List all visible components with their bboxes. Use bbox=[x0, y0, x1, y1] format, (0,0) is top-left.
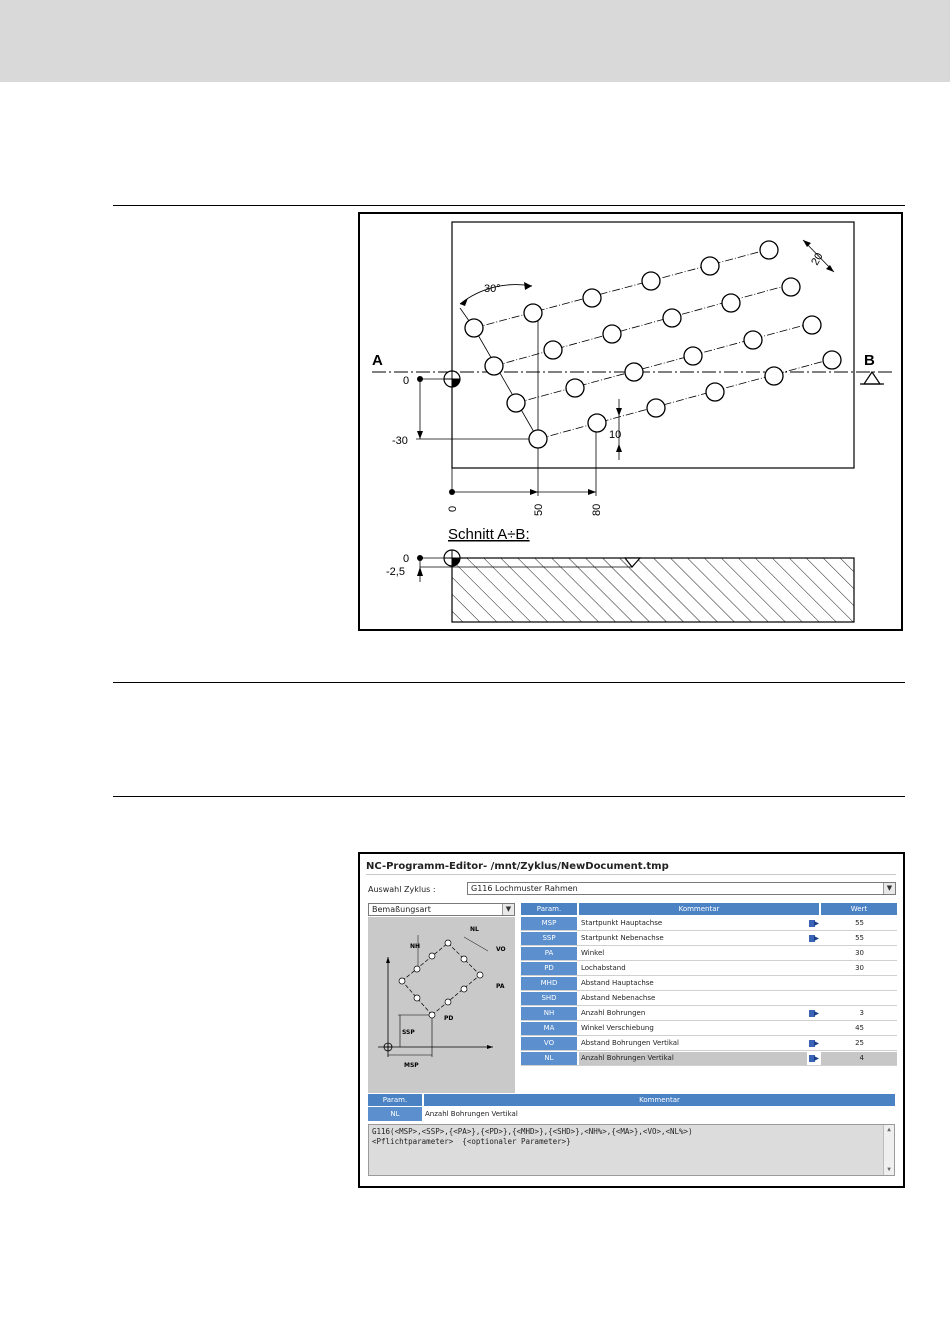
param-code: MSP bbox=[521, 917, 577, 930]
param-comment: Winkel Verschiebung bbox=[581, 1024, 654, 1032]
dim-arrow-x50 bbox=[530, 489, 538, 495]
diagram-row-bottom bbox=[432, 975, 480, 1015]
param-comment: Anzahl Bohrungen bbox=[581, 1009, 646, 1017]
hole bbox=[588, 414, 606, 432]
selected-param-comment: Anzahl Bohrungen Vertikal bbox=[425, 1110, 518, 1118]
section-arrow-b bbox=[864, 372, 880, 384]
diagram-hole bbox=[414, 966, 420, 972]
pitch-arrow-bottom bbox=[826, 265, 834, 272]
grid-row-msp[interactable] bbox=[521, 917, 897, 931]
diagram-hole bbox=[414, 995, 420, 1001]
hole bbox=[485, 357, 503, 375]
input-edit-icon[interactable] bbox=[809, 1054, 819, 1063]
hole-row-4-line bbox=[538, 359, 832, 439]
diagram-hole bbox=[461, 956, 467, 962]
hole-row-2-line bbox=[494, 284, 792, 366]
scroll-down-icon[interactable]: ▼ bbox=[887, 1166, 891, 1173]
dimension-type-value: Bemaßungsart bbox=[372, 905, 431, 914]
cycle-select-value: G116 Lochmuster Rahmen bbox=[471, 884, 578, 893]
hole bbox=[642, 272, 660, 290]
lower-head-param: Param. bbox=[368, 1094, 422, 1106]
section-rule-3 bbox=[113, 796, 905, 797]
grid-row-pa[interactable] bbox=[521, 947, 897, 961]
textarea-scrollbar[interactable] bbox=[883, 1125, 894, 1175]
section-label-0: 0 bbox=[403, 553, 410, 565]
angle-arrow-start bbox=[460, 298, 468, 306]
diagram-axis-x-arrow bbox=[487, 1045, 493, 1049]
cycle-select[interactable] bbox=[467, 882, 896, 895]
section-workpiece bbox=[452, 558, 854, 622]
diagram-hole bbox=[461, 986, 467, 992]
grid-head-param: Param. bbox=[521, 903, 577, 915]
input-edit-icon[interactable] bbox=[809, 919, 819, 928]
param-comment: Abstand Hauptachse bbox=[581, 979, 654, 987]
section-rule-2 bbox=[113, 682, 905, 683]
offset-label: 10 bbox=[609, 429, 622, 441]
hole-rows bbox=[465, 241, 841, 448]
param-comment: Lochabstand bbox=[581, 964, 626, 972]
param-code: VO bbox=[521, 1037, 577, 1050]
dim-arrow-y bbox=[417, 431, 423, 439]
dim-arrow-x80 bbox=[588, 489, 596, 495]
param-value[interactable] bbox=[821, 992, 897, 1005]
cycle-diagram bbox=[368, 917, 515, 1093]
scroll-up-icon[interactable]: ▲ bbox=[887, 1126, 891, 1133]
hole bbox=[684, 347, 702, 365]
section-label-a: A bbox=[372, 352, 383, 369]
chevron-down-icon[interactable]: ▼ bbox=[502, 904, 514, 915]
param-value[interactable]: 55 bbox=[855, 919, 864, 927]
section-rule-1 bbox=[113, 205, 905, 206]
grid-row-mhd[interactable] bbox=[521, 977, 897, 991]
input-edit-icon[interactable] bbox=[809, 1039, 819, 1048]
grid-row-nl[interactable] bbox=[521, 1052, 897, 1066]
dimension-type-select[interactable] bbox=[368, 903, 515, 916]
param-value[interactable]: 55 bbox=[855, 934, 864, 942]
hole bbox=[744, 331, 762, 349]
hole bbox=[701, 257, 719, 275]
pattern-edge-left bbox=[474, 328, 538, 439]
param-code: NL bbox=[521, 1052, 577, 1065]
param-value[interactable]: 4 bbox=[821, 1052, 897, 1065]
param-value[interactable]: 30 bbox=[855, 949, 864, 957]
diagram-label-nl: NL bbox=[470, 926, 479, 933]
pitch-arrow-top bbox=[803, 240, 811, 247]
diagram-vo-lead bbox=[464, 937, 488, 951]
diagram-hole bbox=[445, 999, 451, 1005]
pitch-label: 20 bbox=[809, 250, 826, 268]
diagram-axis-y-arrow bbox=[386, 957, 390, 963]
param-code: MA bbox=[521, 1022, 577, 1035]
section-label-b: B bbox=[864, 352, 875, 369]
hole bbox=[625, 363, 643, 381]
hole bbox=[803, 316, 821, 334]
hole bbox=[603, 325, 621, 343]
grid-row-shd[interactable] bbox=[521, 992, 897, 1006]
param-code: NH bbox=[521, 1007, 577, 1020]
nc-program-editor bbox=[358, 852, 905, 1188]
param-value[interactable]: 45 bbox=[855, 1024, 864, 1032]
angle-arrow-end bbox=[524, 282, 532, 290]
dim-label-x0: 0 bbox=[447, 505, 459, 512]
param-code: PD bbox=[521, 962, 577, 975]
hole bbox=[583, 289, 601, 307]
grid-head-value: Wert bbox=[821, 903, 897, 915]
section-label-depth: -2,5 bbox=[386, 566, 405, 578]
input-edit-icon[interactable] bbox=[809, 934, 819, 943]
section-title: Schnitt A÷B: bbox=[448, 526, 530, 543]
dim-label-y30: -30 bbox=[392, 435, 408, 447]
chevron-down-icon[interactable]: ▼ bbox=[883, 883, 895, 894]
dim-label-x80: 80 bbox=[591, 503, 603, 516]
param-comment: Abstand Bohrungen Vertikal bbox=[581, 1039, 679, 1047]
plate-outline bbox=[452, 222, 854, 468]
diagram-label-msp: MSP bbox=[404, 1062, 419, 1069]
diagram-label-ssp: SSP bbox=[402, 1029, 415, 1036]
grid-row-ma[interactable] bbox=[521, 1022, 897, 1036]
grid-head-comment: Kommentar bbox=[579, 903, 819, 915]
grid-row-ssp[interactable] bbox=[521, 932, 897, 946]
cycle-diagram-drawing bbox=[368, 917, 515, 1093]
hole bbox=[706, 383, 724, 401]
hole bbox=[465, 319, 483, 337]
hole-pattern-drawing bbox=[360, 214, 901, 629]
hole bbox=[566, 379, 584, 397]
diagram-label-vo: VO bbox=[496, 946, 506, 953]
param-comment: Startpunkt Nebenachse bbox=[581, 934, 664, 942]
param-comment: Anzahl Bohrungen Vertikal bbox=[579, 1052, 807, 1065]
page-header-band bbox=[0, 0, 950, 82]
param-comment: Winkel bbox=[581, 949, 605, 957]
hole-row-1-line bbox=[474, 249, 770, 328]
hole bbox=[782, 278, 800, 296]
editor-title: NC-Programm-Editor- /mnt/Zyklus/NewDocument.tmp bbox=[366, 860, 896, 875]
hole-row-3-line bbox=[516, 322, 816, 403]
hole bbox=[647, 399, 665, 417]
diagram-holes bbox=[399, 940, 483, 1018]
syntax-legend-line: <Pflichtparameter> {<optionaler Parameter>} bbox=[372, 1137, 571, 1146]
offset-arrow-bottom bbox=[616, 444, 622, 452]
param-comment: Abstand Nebenachse bbox=[581, 994, 656, 1002]
cycle-syntax-textarea[interactable] bbox=[368, 1124, 895, 1176]
diagram-hole bbox=[429, 1012, 435, 1018]
origin-marker-fill bbox=[452, 379, 460, 387]
hole bbox=[760, 241, 778, 259]
hole bbox=[529, 430, 547, 448]
param-value[interactable]: 25 bbox=[855, 1039, 864, 1047]
grid-row-pd[interactable] bbox=[521, 962, 897, 976]
hole bbox=[507, 394, 525, 412]
diagram-label-pd: PD bbox=[444, 1015, 454, 1022]
param-value[interactable]: 3 bbox=[859, 1009, 864, 1017]
diagram-hole bbox=[429, 953, 435, 959]
angle-label: 30° bbox=[484, 283, 501, 295]
hole bbox=[765, 367, 783, 385]
diagram-label-nh: NH bbox=[410, 943, 421, 950]
param-comment: Startpunkt Hauptachse bbox=[581, 919, 663, 927]
hole bbox=[544, 341, 562, 359]
hole bbox=[663, 309, 681, 327]
hole bbox=[524, 304, 542, 322]
selected-param-code: NL bbox=[368, 1107, 422, 1121]
diagram-hole bbox=[445, 940, 451, 946]
cycle-select-label: Auswahl Zyklus : bbox=[368, 885, 436, 894]
hole bbox=[722, 294, 740, 312]
param-code: SSP bbox=[521, 932, 577, 945]
lower-head-comment: Kommentar bbox=[424, 1094, 895, 1106]
diagram-hole bbox=[399, 978, 405, 984]
param-code: MHD bbox=[521, 977, 577, 990]
diagram-hole bbox=[477, 972, 483, 978]
hole-pattern-figure bbox=[358, 212, 903, 631]
input-edit-icon[interactable] bbox=[809, 1009, 819, 1018]
grid-row-nh[interactable] bbox=[521, 1007, 897, 1021]
diagram-label-pa: PA bbox=[496, 983, 505, 990]
dim-label-y0: 0 bbox=[403, 375, 410, 387]
diagram-row-top bbox=[402, 943, 448, 981]
param-value[interactable]: 30 bbox=[855, 964, 864, 972]
param-code: SHD bbox=[521, 992, 577, 1005]
dim-label-x50: 50 bbox=[533, 503, 545, 516]
section-dim-arrow bbox=[417, 567, 423, 576]
hole bbox=[823, 351, 841, 369]
param-value[interactable] bbox=[821, 977, 897, 990]
syntax-line: G116(<MSP>,<SSP>,{<PA>},{<PD>},{<MHD>},{<SHD>},<NH%>,{<MA>},<VO>,<NL%>) bbox=[372, 1127, 693, 1136]
grid-row-vo[interactable] bbox=[521, 1037, 897, 1051]
param-code: PA bbox=[521, 947, 577, 960]
offset-arrow-top bbox=[616, 408, 622, 416]
